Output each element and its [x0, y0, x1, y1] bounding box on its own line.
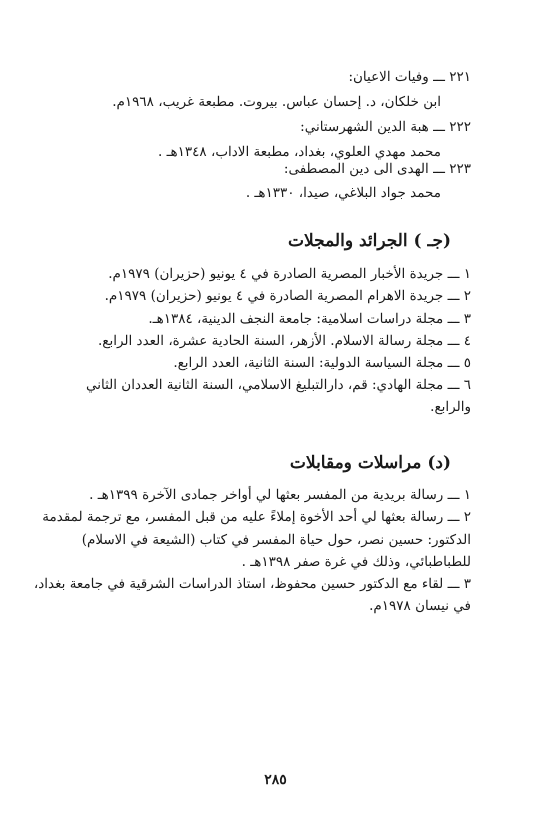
correspondence-item-continuation: في نيسان ١٩٧٨م. — [369, 598, 471, 614]
section-heading-journals: (جـ ) الجرائد والمجلات — [287, 231, 451, 251]
ref-221-detail: ابن خلكان، د. إحسان عباس. بيروت. مطبعة غريب، ١٩٦٨م. — [112, 94, 441, 110]
correspondence-item: ٣ ـــ لقاء مع الدكتور حسين محفوظ، استاذ الدراسات الشرقية في جامعة بغداد، — [33, 576, 471, 592]
ref-221-title: ٢٢١ ـــ وفيات الاعيان: — [348, 69, 471, 85]
ref-222-title: ٢٢٢ ـــ هبة الدين الشهرستاني: — [300, 119, 471, 135]
correspondence-item: ٢ ـــ رسالة بعثها لي أحد الأخوة إملاءً عليه من قبل المفسر، مع ترجمة لمقدمة — [42, 509, 471, 525]
ref-222-detail: محمد مهدي العلوي، بغداد، مطبعة الاداب، ١٣٤٨هـ . — [157, 144, 441, 160]
ref-223-detail: محمد جواد البلاغي، صيدا، ١٣٣٠هـ . — [245, 185, 441, 201]
correspondence-item-continuation: للطباطبائي، وذلك في غرة صفر ١٣٩٨هـ . — [241, 554, 471, 570]
page-number: ٢٨٥ — [264, 772, 287, 788]
journal-item: ١ ـــ جريدة الأخبار المصرية الصادرة في ٤ يونيو (حزيران) ١٩٧٩م. — [108, 266, 471, 282]
correspondence-item: ١ ـــ رسالة بريدية من المفسر بعثها لي أواخر جمادى الآخرة ١٣٩٩هـ . — [89, 487, 471, 503]
ref-223-title: ٢٢٣ ـــ الهدى الى دين المصطفى: — [283, 161, 471, 177]
journal-item: ٣ ـــ مجلة دراسات اسلامية: جامعة النجف الدينية، ١٣٨٤هـ. — [148, 311, 471, 327]
journal-item: ٢ ـــ جريدة الاهرام المصرية الصادرة في ٤ يونيو (حزيران) ١٩٧٩م. — [104, 288, 471, 304]
journal-item: ٦ ـــ مجلة الهادي: قم، دارالتبليغ الاسلامي، السنة الثانية العددان الثاني — [85, 377, 471, 393]
correspondence-item-continuation: الدكتور: حسين نصر، حول حياة المفسر في كتاب (الشيعة في الاسلام) — [81, 532, 471, 548]
journal-item: ٤ ـــ مجلة رسالة الاسلام. الأزهر، السنة الحادية عشرة، العدد الرابع. — [97, 333, 471, 349]
journal-item-continuation: والرابع. — [430, 399, 471, 415]
journal-item: ٥ ـــ مجلة السياسة الدولية: السنة الثانية، العدد الرابع. — [173, 355, 471, 371]
section-heading-correspondence: (د) مراسلات ومقابلات — [289, 453, 451, 473]
